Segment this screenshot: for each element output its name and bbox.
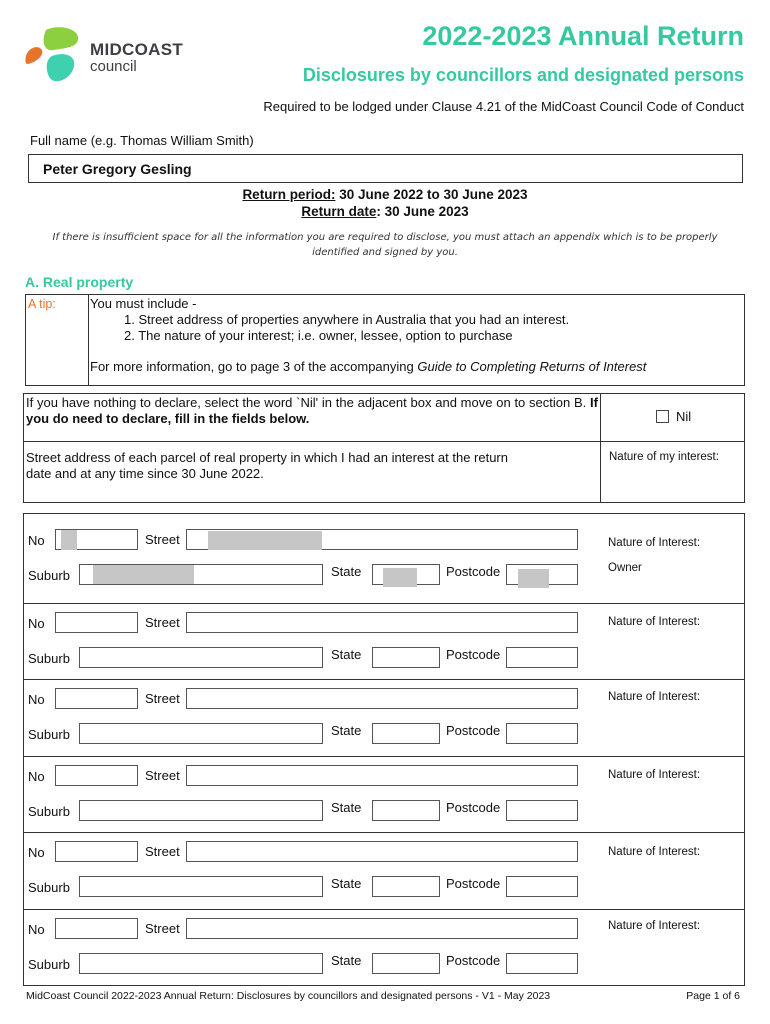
property-suburb-field[interactable] xyxy=(79,723,323,744)
nature-of-interest-label: Nature of Interest: xyxy=(608,920,701,932)
nature-of-interest-label: Nature of Interest: xyxy=(608,616,701,628)
page-number: Page 1 of 6 xyxy=(686,990,740,1002)
street-description: Street address of each parcel of real property in which I had an interest at the return date and at any time since 30 June 2022. xyxy=(26,450,508,481)
state-label: State xyxy=(331,564,362,579)
return-period-value: 30 June 2022 to 30 June 2023 xyxy=(335,187,528,202)
property-street-field[interactable] xyxy=(186,918,578,939)
postcode-label: Postcode xyxy=(446,564,501,579)
logo-subword: council xyxy=(90,58,137,75)
property-postcode-field[interactable] xyxy=(506,723,578,744)
property-no-field[interactable] xyxy=(55,918,138,939)
street-label: Street xyxy=(145,615,180,630)
midcoast-logo-icon xyxy=(24,26,82,84)
return-period xyxy=(0,187,770,202)
no-label: No xyxy=(28,922,45,937)
property-postcode-field[interactable] xyxy=(506,876,578,897)
property-state-field[interactable] xyxy=(372,647,440,668)
property-street-field[interactable] xyxy=(186,688,578,709)
street-label: Street xyxy=(145,921,180,936)
logo-wordmark: MIDCOAST xyxy=(90,40,184,59)
no-label: No xyxy=(28,533,45,548)
nature-of-interest-label: Nature of Interest: xyxy=(608,769,701,781)
suburb-label: Suburb xyxy=(28,804,70,819)
postcode-label: Postcode xyxy=(446,953,501,968)
property-no-field[interactable] xyxy=(55,841,138,862)
tip-label: A tip: xyxy=(28,297,56,311)
property-suburb-field[interactable] xyxy=(79,647,323,668)
return-period-label: Return period: xyxy=(242,187,336,202)
property-state-field[interactable] xyxy=(372,800,440,821)
suburb-label: Suburb xyxy=(28,568,70,583)
state-label: State xyxy=(331,876,362,891)
suburb-label: Suburb xyxy=(28,957,70,972)
property-no-field[interactable] xyxy=(55,688,138,709)
property-suburb-field[interactable] xyxy=(79,876,323,897)
postcode-label: Postcode xyxy=(446,800,501,815)
redaction-block xyxy=(518,569,549,588)
property-street-field[interactable] xyxy=(186,841,578,862)
return-date-label: Return date xyxy=(301,204,377,219)
redaction-block xyxy=(61,530,77,550)
section-a-heading: A. Real property xyxy=(25,274,134,290)
suburb-label: Suburb xyxy=(28,727,70,742)
tip-item-2: 2. The nature of your interest; i.e. owner, lessee, option to purchase xyxy=(124,328,513,343)
nil-table xyxy=(23,393,745,503)
tip-more-prefix: For more information, go to page 3 of the accompanying xyxy=(90,359,418,374)
full-name-label: Full name (e.g. Thomas William Smith) xyxy=(30,133,254,148)
postcode-label: Postcode xyxy=(446,647,501,662)
page-subtitle: Disclosures by councillors and designated persons xyxy=(302,65,744,85)
postcode-label: Postcode xyxy=(446,876,501,891)
no-label: No xyxy=(28,616,45,631)
property-no-field[interactable] xyxy=(55,765,138,786)
return-date-value: : 30 June 2023 xyxy=(376,204,469,219)
tip-box xyxy=(25,294,745,386)
nature-of-interest-label: Nature of Interest: xyxy=(608,537,701,549)
nature-of-interest-value[interactable]: Owner xyxy=(608,562,642,574)
property-state-field[interactable] xyxy=(372,723,440,744)
no-label: No xyxy=(28,769,45,784)
tip-more-info xyxy=(90,359,740,375)
suburb-label: Suburb xyxy=(28,880,70,895)
nil-instructions-text: If you have nothing to declare, select the word `Nil' in the adjacent box and move on to section B. xyxy=(26,395,591,410)
state-label: State xyxy=(331,953,362,968)
redaction-block xyxy=(93,565,194,584)
tip-item-1: 1. Street address of properties anywhere in Australia that you had an interest. xyxy=(124,312,570,327)
property-state-field[interactable] xyxy=(372,876,440,897)
insufficient-space-note: If there is insufficient space for all the information you are required to disclose, you must attach an appendix which is to be properly identified and signed by you. xyxy=(52,232,718,258)
state-label: State xyxy=(331,800,362,815)
nature-header: Nature of my interest: xyxy=(609,451,719,463)
nil-label: Nil xyxy=(676,409,692,424)
property-postcode-field[interactable] xyxy=(506,647,578,668)
property-state-field[interactable] xyxy=(372,953,440,974)
full-name-field[interactable]: Peter Gregory Gesling xyxy=(28,154,743,183)
property-no-field[interactable] xyxy=(55,612,138,633)
nil-instructions xyxy=(26,395,598,427)
page-title: 2022-2023 Annual Return xyxy=(422,21,744,51)
street-label: Street xyxy=(145,768,180,783)
nil-instructions-bold: If you do need to declare, fill in the fields below. xyxy=(26,395,598,426)
guide-title: Guide to Completing Returns of Interest xyxy=(417,359,647,374)
street-label: Street xyxy=(145,532,180,547)
property-postcode-field[interactable] xyxy=(506,953,578,974)
return-date xyxy=(0,204,770,219)
redaction-block xyxy=(208,531,322,550)
nature-of-interest-label: Nature of Interest: xyxy=(608,691,701,703)
street-label: Street xyxy=(145,691,180,706)
tip-intro: You must include - xyxy=(90,296,197,311)
no-label: No xyxy=(28,845,45,860)
redaction-block xyxy=(383,568,417,587)
postcode-label: Postcode xyxy=(446,723,501,738)
requirement-note: Required to be lodged under Clause 4.21 of the MidCoast Council Code of Conduct xyxy=(263,99,744,114)
nil-checkbox[interactable] xyxy=(656,410,669,423)
no-label: No xyxy=(28,692,45,707)
nature-of-interest-label: Nature of Interest: xyxy=(608,846,701,858)
street-label: Street xyxy=(145,844,180,859)
state-label: State xyxy=(331,723,362,738)
tip-content xyxy=(90,296,740,375)
property-postcode-field[interactable] xyxy=(506,800,578,821)
property-suburb-field[interactable] xyxy=(79,800,323,821)
footer-text: MidCoast Council 2022-2023 Annual Return: Disclosures by councillors and designated persons - V1 - May 2023 xyxy=(26,990,551,1002)
suburb-label: Suburb xyxy=(28,651,70,666)
property-street-field[interactable] xyxy=(186,612,578,633)
state-label: State xyxy=(331,647,362,662)
property-street-field[interactable] xyxy=(186,765,578,786)
property-suburb-field[interactable] xyxy=(79,953,323,974)
